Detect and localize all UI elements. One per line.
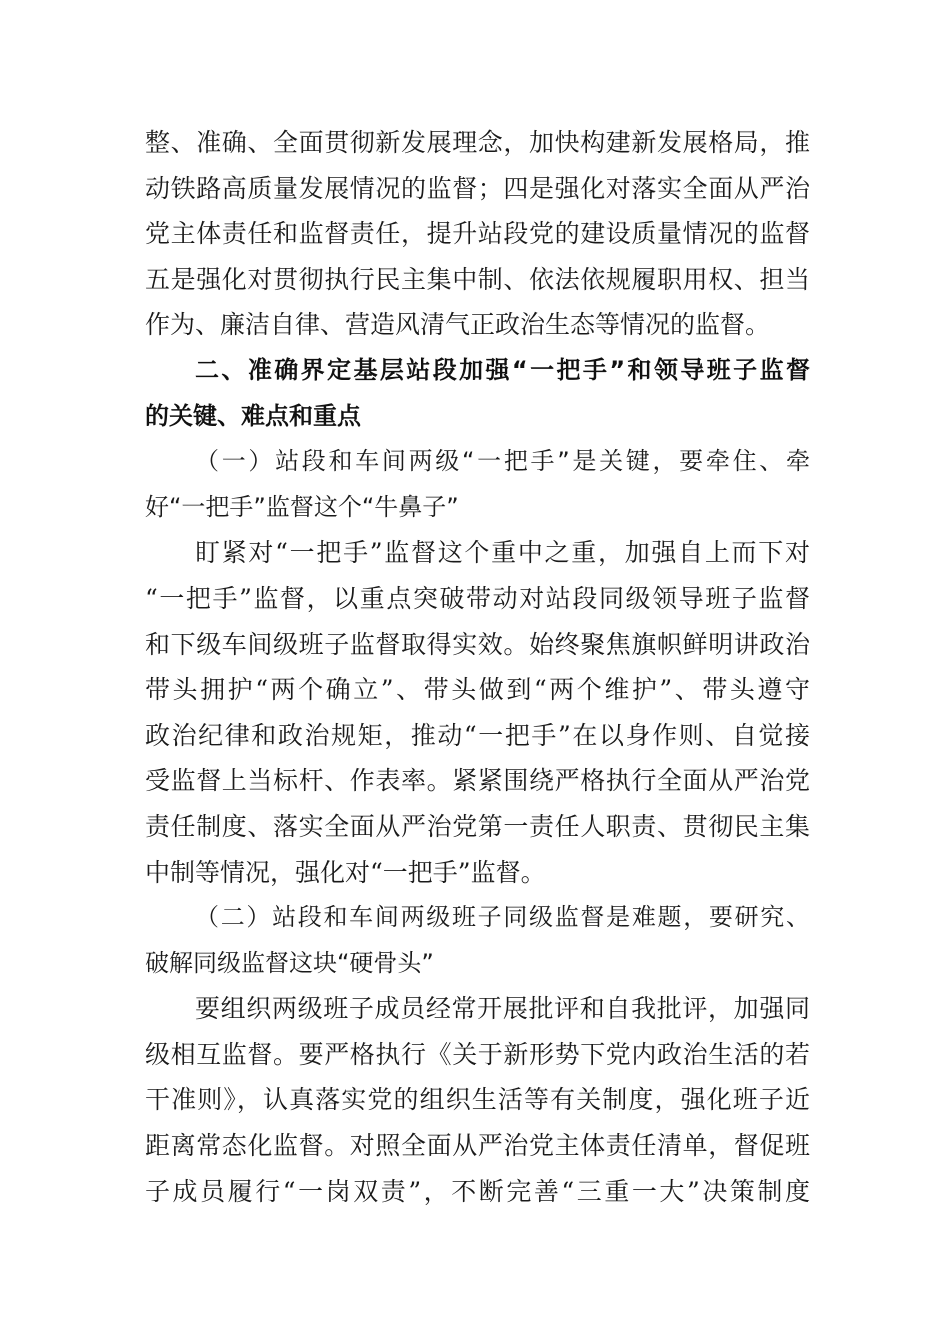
subsection-heading: （一）站段和车间两级“一把手”是关键，要牵住、牵 — [195, 447, 810, 476]
body-text-line: 干准则》，认真落实党的组织生活等有关制度，强化班子近 — [145, 1085, 810, 1115]
body-text-line: 作为、廉洁自律、营造风清气正政治生态等情况的监督。 — [145, 310, 771, 340]
section-heading: 的关键、难点和重点 — [145, 401, 361, 430]
body-text-line: 带头拥护“两个确立”、带头做到“两个维护”、带头遵守 — [145, 675, 810, 705]
body-text-line: 距离常态化监督。对照全面从严治党主体责任清单，督促班 — [145, 1131, 810, 1161]
body-text-line: 整、准确、全面贯彻新发展理念，加快构建新发展格局，推 — [145, 128, 810, 157]
body-text-line: 政治纪律和政治规矩，推动“一把手”在以身作则、自觉接 — [145, 720, 810, 750]
subsection-heading: （二）站段和车间两级班子同级监督是难题，要研究、 — [195, 903, 810, 932]
body-text-line: 党主体责任和监督责任，提升站段党的建设质量情况的监督 — [145, 219, 810, 249]
body-text-line: 责任制度、落实全面从严治党第一责任人职责、贯彻民主集 — [145, 811, 810, 841]
body-text-line: 子成员履行“一岗双责”，不断完善“三重一大”决策制度 — [145, 1176, 810, 1206]
body-text-line: 动铁路高质量发展情况的监督；四是强化对落实全面从严治 — [145, 173, 810, 203]
subsection-heading: 好“一把手”监督这个“牛鼻子” — [145, 492, 459, 521]
body-text-line: 受监督上当标杆、作表率。紧紧围绕严格执行全面从严治党 — [145, 766, 810, 796]
body-text-line: 五是强化对贯彻执行民主集中制、依法依规履职用权、担当 — [145, 264, 810, 294]
body-text-line: 要组织两级班子成员经常开展批评和自我批评，加强同 — [195, 994, 810, 1024]
body-text-line: 级相互监督。要严格执行《关于新形势下党内政治生活的若 — [145, 1039, 810, 1069]
body-text-line: 和下级车间级班子监督取得实效。始终聚焦旗帜鲜明讲政治 — [145, 629, 810, 659]
section-heading: 二、准确界定基层站段加强“一把手”和领导班子监督 — [195, 355, 810, 384]
body-text-line: “一把手”监督，以重点突破带动对站段同级领导班子监督 — [145, 583, 810, 613]
subsection-heading: 破解同级监督这块“硬骨头” — [145, 948, 434, 977]
body-text-line: 中制等情况，强化对“一把手”监督。 — [145, 857, 546, 887]
document-body — [145, 120, 810, 1214]
body-text-line: 盯紧对“一把手”监督这个重中之重，加强自上而下对 — [195, 538, 810, 568]
